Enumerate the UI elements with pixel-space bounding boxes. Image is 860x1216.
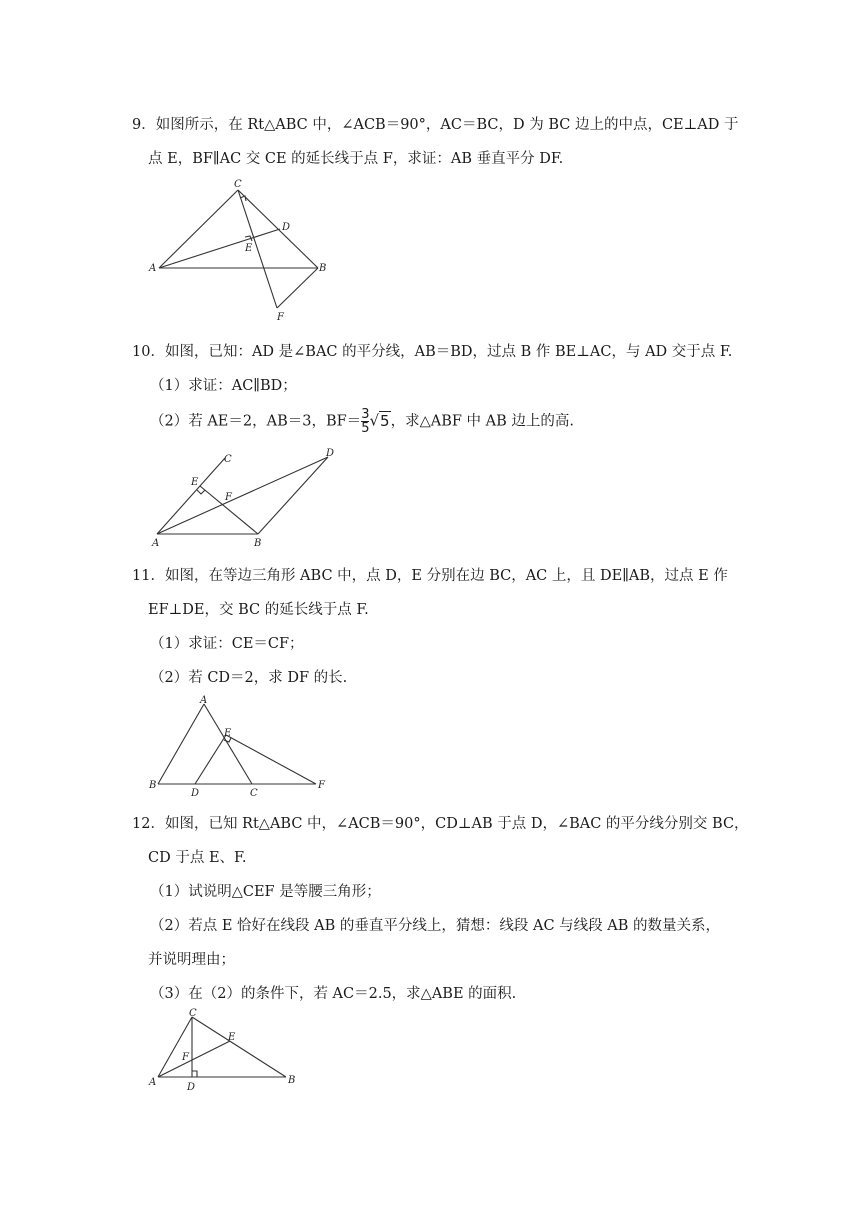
q10-part1: （1）求证：AC∥BD； — [150, 378, 297, 394]
q12-label-f: F — [182, 1052, 189, 1063]
q11-label-c: C — [250, 788, 258, 799]
q10-seg-ac — [157, 458, 225, 534]
q12-part2b: 并说明理由； — [148, 952, 235, 968]
q10-part2-suffix: ，求△ABF 中 AB 边上的高. — [390, 413, 574, 430]
q11-label-f: F — [318, 780, 325, 791]
q9-label-b: B — [319, 263, 327, 274]
q11-seg-ef — [226, 735, 316, 784]
q9-figure — [140, 175, 340, 323]
q11-seg-ab — [158, 704, 204, 784]
q11-label-d: D — [191, 788, 200, 799]
q9-label-c: C — [234, 179, 242, 190]
q10-label-c: C — [224, 454, 232, 465]
q12-seg-cb — [192, 1017, 286, 1077]
q12-part1: （1）试说明△CEF 是等腰三角形； — [150, 884, 381, 900]
q10-sqrt: √5 — [369, 411, 390, 430]
q9-text-line2: 点 E，BF∥AC 交 CE 的延长线于点 F，求证：AB 垂直平分 DF. — [148, 151, 564, 167]
q11-seg-de — [195, 735, 226, 784]
q11-label-b: B — [149, 780, 157, 791]
q10-right-angle-e — [197, 490, 205, 494]
q10-label-a: A — [152, 538, 160, 549]
q10-part2 — [150, 408, 574, 435]
q11-text-line1: 11．如图，在等边三角形 ABC 中，点 D，E 分别在边 BC，AC 上，且 DE∥AB，过点 E 作 — [132, 568, 728, 584]
q9-label-f: F — [277, 312, 284, 323]
q12-part2a: （2）若点 E 恰好在线段 AB 的垂直平分线上，猜想：线段 AC 与线段 AB 的数量关系， — [150, 918, 721, 934]
q9-text-line1: 9．如图所示，在 Rt△ABC 中，∠ACB＝90°，AC＝BC，D 为 BC 边上的中点，CE⊥AD 于 — [132, 117, 739, 133]
q10-label-b: B — [254, 538, 262, 549]
q12-part3: （3）在（2）的条件下，若 AC＝2.5，求△ABE 的面积. — [150, 986, 517, 1002]
q12-text-line2: CD 于点 E、F. — [148, 850, 247, 866]
q10-label-d: D — [326, 448, 335, 459]
q9-seg-cb — [238, 190, 318, 268]
q10-figure — [140, 445, 360, 553]
q10-text-line1: 10．如图，已知：AD 是∠BAC 的平分线，AB＝BD，过点 B 作 BE⊥AC，与 AD 交于点 F. — [132, 344, 733, 360]
q12-figure — [140, 1005, 310, 1095]
q12-right-angle-d — [192, 1071, 197, 1077]
q11-part1: （1）求证：CE＝CF； — [150, 636, 304, 652]
q12-label-b: B — [288, 1075, 296, 1086]
q11-text-line2: EF⊥DE，交 BC 的延长线于点 F. — [148, 602, 369, 618]
q11-seg-ac — [204, 704, 252, 784]
q11-figure — [140, 692, 340, 800]
q9-label-e: E — [245, 243, 253, 254]
q12-text-line1: 12．如图，已知 Rt△ABC 中，∠ACB＝90°，CD⊥AB 于点 D，∠BAC 的平分线分别交 BC， — [132, 816, 749, 832]
q9-seg-cf — [238, 190, 277, 308]
q10-seg-ad — [157, 457, 328, 534]
q10-part2-prefix: （2）若 AE＝2，AB＝3，BF＝ — [150, 413, 362, 430]
q9-label-a: A — [149, 263, 157, 274]
q12-label-e: E — [228, 1032, 236, 1043]
q12-label-c: C — [189, 1008, 197, 1019]
q11-label-a: A — [200, 695, 208, 706]
q10-seg-bd — [258, 457, 328, 534]
q12-label-d: D — [187, 1082, 196, 1093]
q9-seg-ac — [159, 190, 238, 268]
q12-label-a: A — [149, 1077, 157, 1088]
q10-sqrt-val: 5 — [380, 411, 390, 430]
q10-label-f: F — [225, 492, 232, 503]
q11-part2: （2）若 CD＝2，求 DF 的长. — [150, 670, 348, 686]
q10-frac-den: 5 — [361, 421, 370, 436]
q10-label-e: E — [191, 477, 199, 488]
q10-frac-num: 3 — [361, 407, 370, 422]
q9-seg-bf — [277, 268, 318, 308]
q11-label-e: E — [224, 728, 232, 739]
q9-label-d: D — [282, 222, 291, 233]
